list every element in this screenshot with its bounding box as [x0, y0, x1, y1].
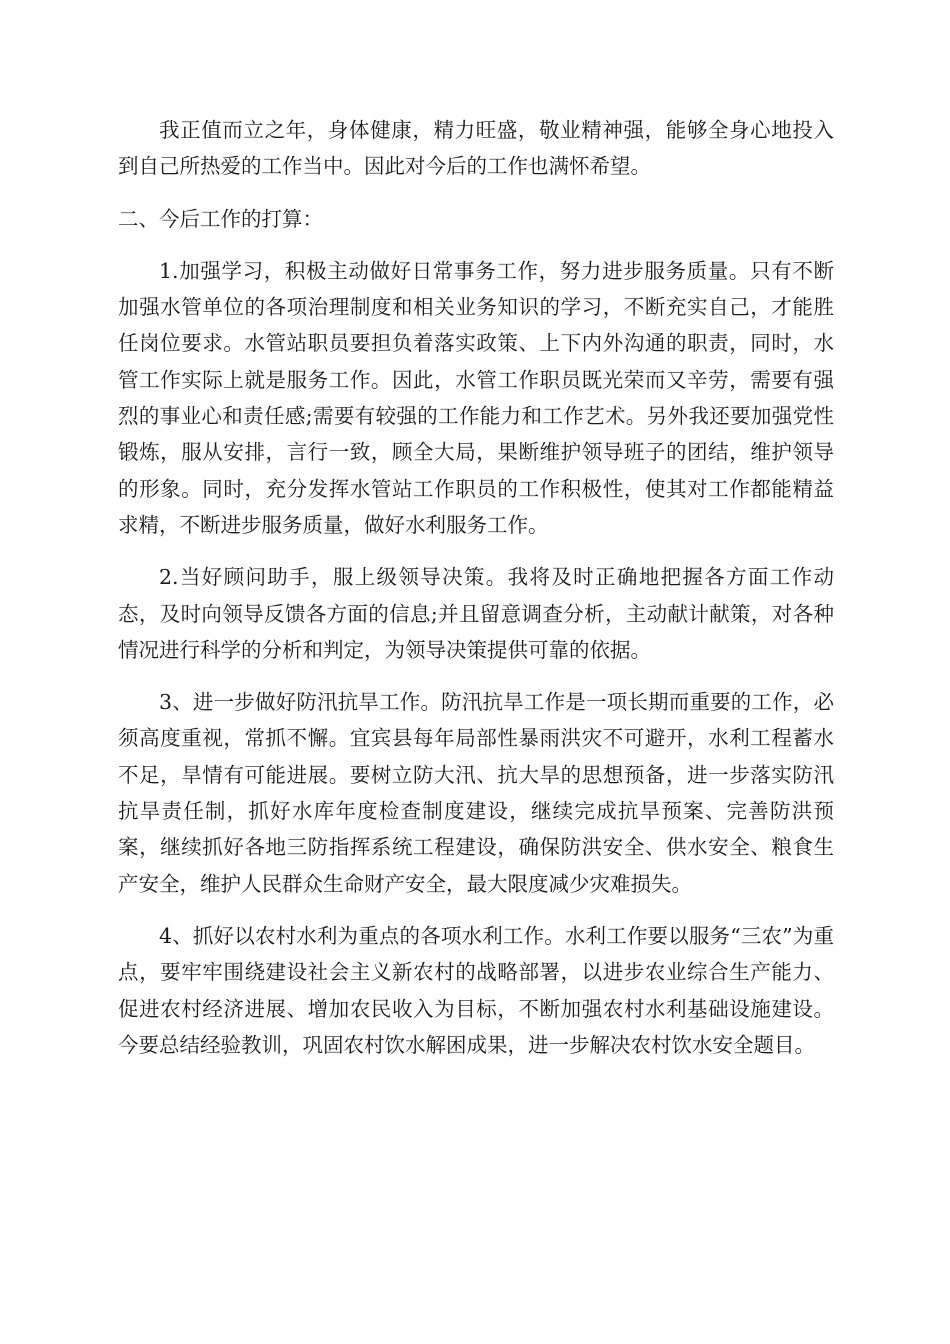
paragraph-item-3: 3、进一步做好防汛抗旱工作。防汛抗旱工作是一项长期而重要的工作，必须高度重视，常抓不懈。宜宾县每年局部性暴雨洪灾不可避开，水利工程蓄水不足，旱情有可能进展。要树立防大汛、抗大旱的思想预备，进一步落实防汛抗旱责任制，抓好水库年度检查制度建设，继续完成抗旱预案、完善防洪预案，继续抓好各地三防指挥系统工程建设，确保防洪安全、供水安全、粮食生产安全，维护人民群众生命财产安全，最大限度减少灾难损失。 [118, 690, 834, 896]
paragraph-item-4: 4、抓好以农村水利为重点的各项水利工作。水利工作要以服务“三农”为重点，要牢牢围绕建设社会主义新农村的战略部署，以进步农业综合生产能力、促进农村经济进展、增加农民收入为目标，不断加强农村水利基础设施建设。今要总结经验教训，巩固农村饮水解困成果，进一步解决农村饮水安全题目。 [118, 923, 834, 1057]
section-heading: 二、今后工作的打算： [118, 206, 323, 231]
paragraph-item-2: 2.当好顾问助手，服上级领导决策。我将及时正确地把握各方面工作动态，及时向领导反馈各方面的信息;并且留意调查分析，主动献计献策，对各种情况进行科学的分析和判定，为领导决策提供可靠的依据。 [118, 565, 834, 662]
paragraph-item-1: 1.加强学习，积极主动做好日常事务工作，努力进步服务质量。只有不断加强水管单位的各项治理制度和相关业务知识的学习，不断充实自己，才能胜任岗位要求。水管站职员要担负着落实政策、上下内外沟通的职责，同时，水管工作实际上就是服务工作。因此，水管工作职员既光荣而又辛劳，需要有强烈的事业心和责任感;需要有较强的工作能力和工作艺术。另外我还要加强党性锻炼，服从安排，言行一致，顾全大局，果断维护领导班子的团结，维护领导的形象。同时，充分发挥水管站工作职员的工作积极性，使其对工作都能精益求精，不断进步服务质量，做好水利服务工作。 [118, 258, 834, 537]
paragraph-intro: 我正值而立之年，身体健康，精力旺盛，敬业精神强，能够全身心地投入到自己所热爱的工作当中。因此对今后的工作也满怀希望。 [118, 118, 834, 179]
document-body [118, 112, 834, 1079]
